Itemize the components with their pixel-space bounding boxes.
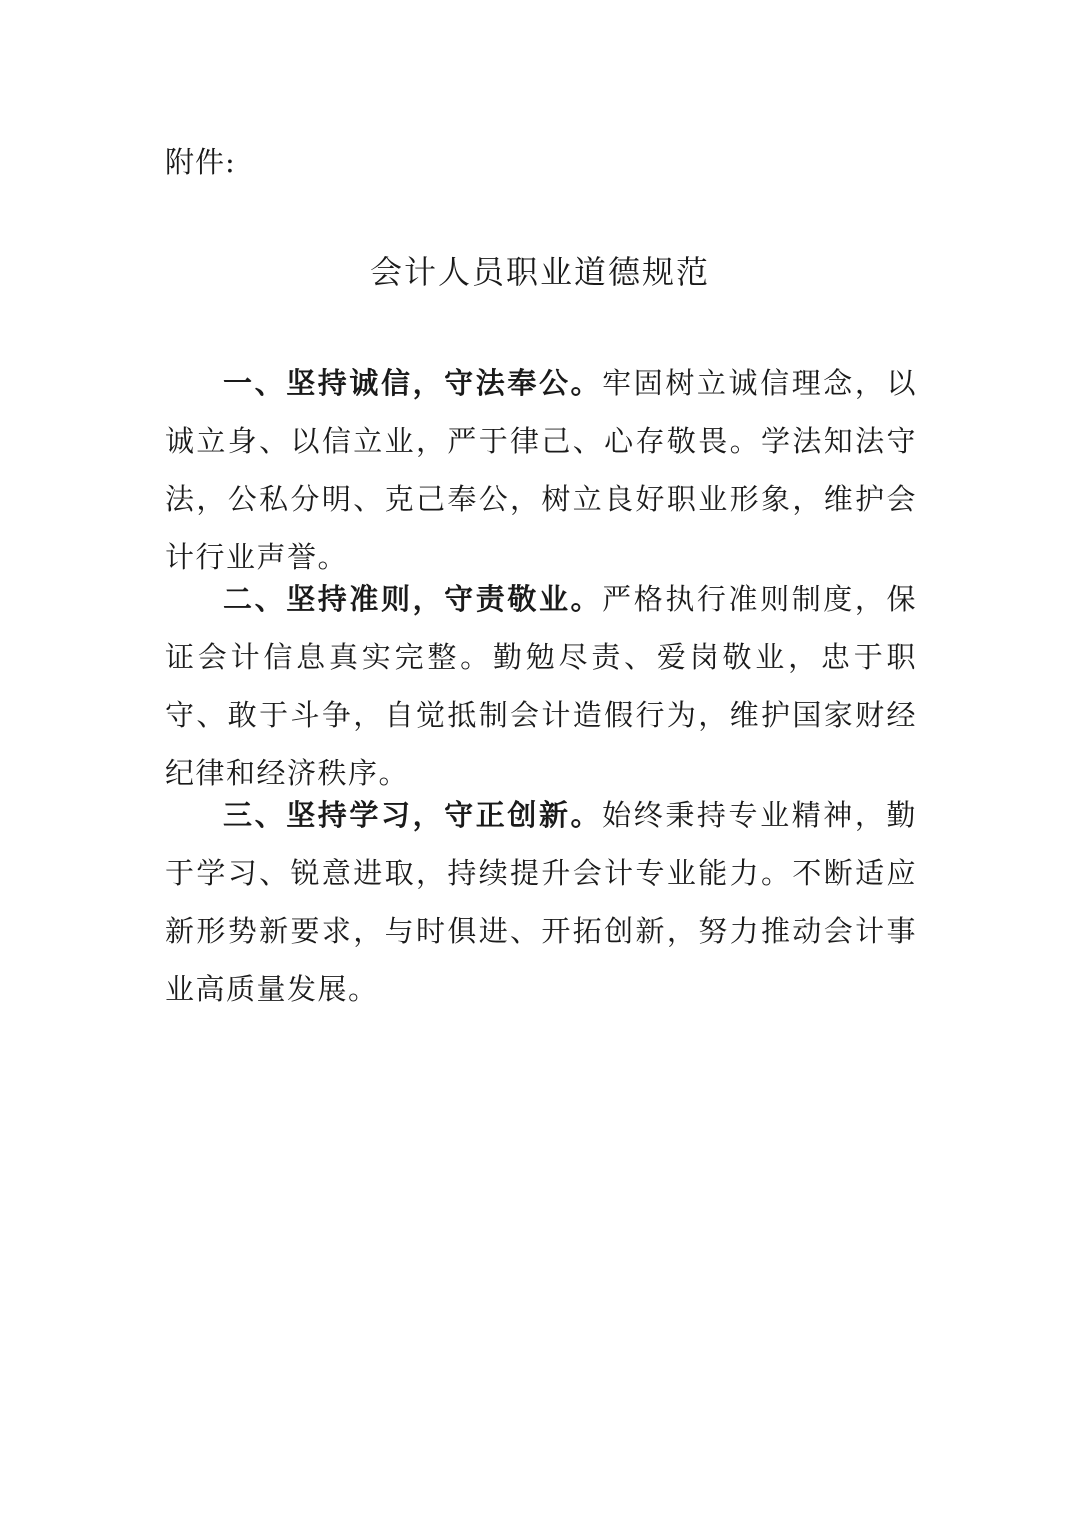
document-title: 会计人员职业道德规范 xyxy=(369,253,710,291)
clause-body: 始终秉持专业精神，勤于学习、锐意进取，持续提升会计专业能力。不断适应新形势新要求，与时俱进、开拓创新，努力推动会计事业高质量发展。 xyxy=(165,798,917,1006)
attachment-label: 附件: xyxy=(165,145,236,179)
clause-body: 牢固树立诚信理念，以诚立身、以信立业，严于律己、心存敬畏。学法知法守法，公私分明、克己奉公，树立良好职业形象，维护会计行业声誉。 xyxy=(165,366,917,574)
clause-paragraph xyxy=(165,354,917,586)
clause-paragraph xyxy=(165,570,917,802)
clause-body: 严格执行准则制度，保证会计信息真实完整。勤勉尽责、爱岗敬业，忠于职守、敢于斗争，自觉抵制会计造假行为，维护国家财经纪律和经济秩序。 xyxy=(165,582,917,790)
clause-heading: 一、坚持诚信，守法奉公。 xyxy=(223,366,603,400)
clause-heading: 三、坚持学习，守正创新。 xyxy=(223,798,603,832)
clause-heading: 二、坚持准则，守责敬业。 xyxy=(223,582,603,616)
clause-paragraph xyxy=(165,786,917,1018)
